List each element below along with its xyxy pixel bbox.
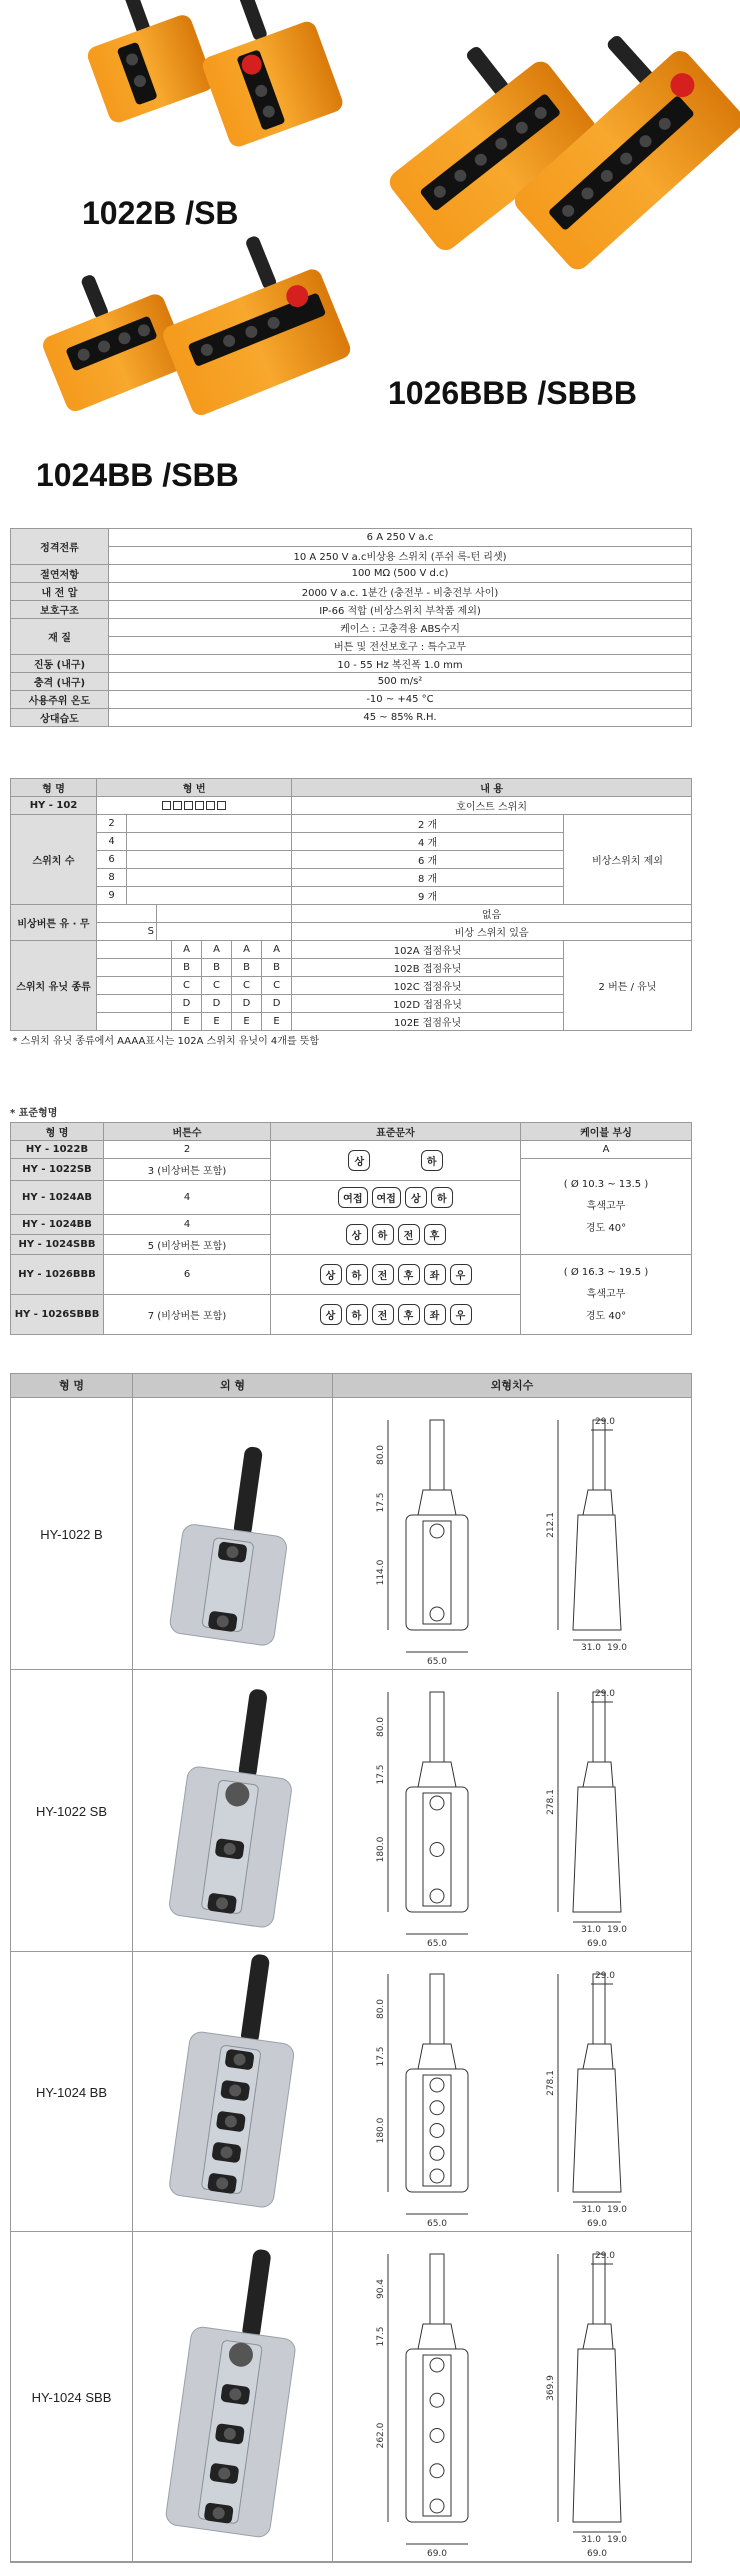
dimensions-table bbox=[10, 1373, 692, 2563]
cable-hardness: 경도 40° bbox=[585, 1222, 627, 1234]
dim-drawing-cell bbox=[333, 1952, 691, 2232]
unit-code: C bbox=[262, 977, 292, 995]
unit-content: 102C 접점유닛 bbox=[292, 977, 564, 995]
std-chars bbox=[271, 1181, 521, 1215]
dim-value: 80.0 bbox=[376, 1444, 386, 1466]
spec-value: 케이스 : 고충격용 ABS수지 bbox=[109, 619, 692, 637]
char-button: 상 bbox=[348, 1150, 370, 1171]
spec-value: 10 A 250 V a.c비상용 스위치 (푸쉬 록-턴 리셋) bbox=[109, 547, 692, 565]
switch-label: 스위치 수 bbox=[11, 815, 97, 905]
header-code: 형 번 bbox=[97, 779, 292, 797]
char-button: 상 bbox=[320, 1264, 342, 1285]
switch-content: 8 개 bbox=[292, 869, 564, 887]
dim-value: 180.0 bbox=[376, 1836, 386, 1863]
char-button: 우 bbox=[450, 1264, 472, 1285]
dim-value: 29.0 bbox=[594, 1417, 616, 1427]
pendant-photo bbox=[133, 1952, 333, 2232]
dim-value: 69.0 bbox=[586, 2219, 608, 2229]
spec-value: 100 MΩ (500 V d.c) bbox=[109, 565, 692, 583]
unit-code: B bbox=[232, 959, 262, 977]
std-header-cable: 케이블 부싱 bbox=[521, 1123, 692, 1141]
dim-header-outline: 외 형 bbox=[133, 1374, 333, 1398]
dim-value: 69.0 bbox=[586, 2549, 608, 2559]
unit-code: C bbox=[202, 977, 232, 995]
char-button: 상 bbox=[346, 1224, 368, 1245]
switch-code: 9 bbox=[97, 887, 127, 905]
std-model: HY - 1024SBB bbox=[11, 1235, 104, 1255]
dim-value: 17.5 bbox=[376, 1492, 386, 1513]
spec-label: 사용주위 온도 bbox=[11, 691, 109, 709]
pendant-1024sbb bbox=[141, 218, 354, 418]
unit-note: 2 버튼 / 유닛 bbox=[564, 941, 692, 1031]
std-chars bbox=[271, 1141, 521, 1181]
std-buttons: 4 bbox=[104, 1181, 271, 1215]
spec-value: -10 ~ +45 °C bbox=[109, 691, 692, 709]
unit-code: A bbox=[232, 941, 262, 959]
char-button: 하 bbox=[421, 1150, 443, 1171]
dim-header-model: 형 명 bbox=[11, 1374, 133, 1398]
dim-value: 19.0 bbox=[606, 2535, 628, 2545]
std-buttons: 2 bbox=[104, 1141, 271, 1159]
unit-code: E bbox=[202, 1013, 232, 1031]
char-button: 하 bbox=[346, 1264, 368, 1285]
dim-value: 29.0 bbox=[594, 1971, 616, 1981]
char-button: 하 bbox=[431, 1187, 453, 1208]
dim-value: 80.0 bbox=[376, 1716, 386, 1738]
std-buttons: 6 bbox=[104, 1255, 271, 1295]
std-chars bbox=[271, 1255, 521, 1295]
std-header-chars: 표준문자 bbox=[271, 1123, 521, 1141]
dim-header-dims: 외형치수 bbox=[333, 1374, 691, 1398]
unit-content: 102A 접점유닛 bbox=[292, 941, 564, 959]
dim-row bbox=[11, 2232, 691, 2562]
cable-material: 흑색고무 bbox=[586, 1200, 626, 1212]
dim-value: 31.0 bbox=[580, 2535, 602, 2545]
dim-value: 80.0 bbox=[376, 1998, 386, 2020]
switch-content: 4 개 bbox=[292, 833, 564, 851]
char-button: 하 bbox=[372, 1224, 394, 1245]
emergency-code: S bbox=[97, 923, 157, 941]
pendant-photo bbox=[133, 1670, 333, 1952]
std-chars bbox=[271, 1295, 521, 1335]
unit-code: A bbox=[172, 941, 202, 959]
unit-code: E bbox=[232, 1013, 262, 1031]
std-model: HY - 1024AB bbox=[11, 1181, 104, 1215]
unit-code: D bbox=[262, 995, 292, 1013]
unit-label: 스위치 유닛 종류 bbox=[11, 941, 97, 1031]
dim-value: 69.0 bbox=[426, 2549, 448, 2559]
switch-content: 2 개 bbox=[292, 815, 564, 833]
switch-code: 4 bbox=[97, 833, 127, 851]
unit-code: D bbox=[172, 995, 202, 1013]
dim-model: HY-1022 SB bbox=[11, 1670, 133, 1952]
dim-value: 69.0 bbox=[586, 1939, 608, 1949]
spec-value: 2000 V a.c. 1분간 (충전부 - 비충전부 사이) bbox=[109, 583, 692, 601]
pendant-1022b bbox=[70, 0, 216, 125]
std-model: HY - 1022B bbox=[11, 1141, 104, 1159]
dim-value: 90.4 bbox=[376, 2278, 386, 2300]
ordering-table bbox=[10, 778, 692, 1049]
std-buttons: 4 bbox=[104, 1215, 271, 1235]
header-content: 내 용 bbox=[292, 779, 692, 797]
dim-drawing-cell bbox=[333, 1670, 691, 1952]
dim-photo-cell bbox=[133, 1952, 333, 2232]
spec-value: IP-66 적합 (비상스위치 부착품 제외) bbox=[109, 601, 692, 619]
dimension-drawing bbox=[333, 2232, 691, 2562]
spec-value: 6 A 250 V a.c bbox=[109, 529, 692, 547]
char-button: 전 bbox=[372, 1304, 394, 1325]
dim-value: 31.0 bbox=[580, 1643, 602, 1653]
char-button: 좌 bbox=[424, 1304, 446, 1325]
cable-spec-a bbox=[521, 1159, 692, 1255]
unit-code: A bbox=[202, 941, 232, 959]
dim-value: 65.0 bbox=[426, 1657, 448, 1667]
unit-code: B bbox=[262, 959, 292, 977]
dim-value: 278.1 bbox=[546, 1789, 556, 1815]
spec-label: 진동 (내구) bbox=[11, 655, 109, 673]
std-chars bbox=[271, 1215, 521, 1255]
std-buttons: 3 (비상버튼 포함) bbox=[104, 1159, 271, 1181]
dim-model: HY-1022 B bbox=[11, 1398, 133, 1670]
spec-label: 상대습도 bbox=[11, 709, 109, 727]
char-button: 우 bbox=[450, 1304, 472, 1325]
spec-label: 정격전류 bbox=[11, 529, 109, 565]
dim-value: 17.5 bbox=[376, 2326, 386, 2347]
dimension-drawing bbox=[333, 1952, 691, 2232]
char-button: 후 bbox=[424, 1224, 446, 1245]
unit-code: B bbox=[172, 959, 202, 977]
unit-code: A bbox=[262, 941, 292, 959]
dim-value: 278.1 bbox=[546, 2070, 556, 2096]
dim-row bbox=[11, 1952, 691, 2232]
header-model: 형 명 bbox=[11, 779, 97, 797]
spec-label: 절연저항 bbox=[11, 565, 109, 583]
std-header-model: 형 명 bbox=[11, 1123, 104, 1141]
char-button: 하 bbox=[346, 1304, 368, 1325]
dim-row bbox=[11, 1670, 691, 1952]
spec-label: 충격 (내구) bbox=[11, 673, 109, 691]
spec-label: 내 전 압 bbox=[11, 583, 109, 601]
dim-drawing-cell bbox=[333, 2232, 691, 2562]
unit-content: 102D 접점유닛 bbox=[292, 995, 564, 1013]
dim-value: 369.9 bbox=[546, 2375, 556, 2401]
char-button: 좌 bbox=[424, 1264, 446, 1285]
cable-hardness: 경도 40° bbox=[585, 1310, 627, 1322]
cable-size: ( Ø 10.3 ~ 13.5 ) bbox=[563, 1178, 649, 1190]
dim-drawing-cell bbox=[333, 1398, 691, 1670]
unit-content: 102B 접점유닛 bbox=[292, 959, 564, 977]
std-model: HY - 1026SBBB bbox=[11, 1295, 104, 1335]
pendant-photo bbox=[133, 1398, 333, 1670]
cable-material: 흑색고무 bbox=[586, 1288, 626, 1300]
dimension-drawing bbox=[333, 1398, 691, 1670]
unit-code: C bbox=[172, 977, 202, 995]
dim-model: HY-1024 BB bbox=[11, 1952, 133, 2232]
standard-table bbox=[10, 1122, 692, 1335]
std-header-buttons: 버튼수 bbox=[104, 1123, 271, 1141]
dim-value: 262.0 bbox=[376, 2422, 386, 2449]
spec-value: 버튼 및 전선보호구 : 특수고무 bbox=[109, 637, 692, 655]
dim-value: 212.1 bbox=[546, 1512, 556, 1538]
dim-value: 31.0 bbox=[580, 2205, 602, 2215]
switch-code: 6 bbox=[97, 851, 127, 869]
dim-value: 65.0 bbox=[426, 2219, 448, 2229]
std-buttons: 5 (비상버튼 포함) bbox=[104, 1235, 271, 1255]
emergency-content: 없음 bbox=[292, 905, 692, 923]
cable-size: ( Ø 16.3 ~ 19.5 ) bbox=[563, 1266, 649, 1278]
pendant-1022sb bbox=[183, 0, 345, 149]
dim-photo-cell bbox=[133, 2232, 333, 2562]
char-button: 후 bbox=[398, 1304, 420, 1325]
std-model: HY - 1026BBB bbox=[11, 1255, 104, 1295]
unit-code: D bbox=[202, 995, 232, 1013]
char-button: 여접 bbox=[372, 1187, 401, 1208]
dimension-drawing bbox=[333, 1670, 691, 1952]
dim-value: 19.0 bbox=[606, 2205, 628, 2215]
label-1022: 1022B /SB bbox=[82, 195, 239, 231]
pendant-photos bbox=[0, 0, 740, 520]
unit-code: C bbox=[232, 977, 262, 995]
cable-spec-b bbox=[521, 1255, 692, 1335]
dim-value: 19.0 bbox=[606, 1925, 628, 1935]
std-model: HY - 1024BB bbox=[11, 1215, 104, 1235]
spec-value: 45 ~ 85% R.H. bbox=[109, 709, 692, 727]
unit-code: D bbox=[232, 995, 262, 1013]
switch-note: 비상스위치 제외 bbox=[564, 815, 692, 905]
dim-value: 17.5 bbox=[376, 1764, 386, 1785]
switch-content: 6 개 bbox=[292, 851, 564, 869]
ordering-footnote: * 스위치 유닛 종류에서 AAAA표시는 102A 스위치 유닛이 4개를 뜻함 bbox=[12, 1036, 320, 1048]
spec-table bbox=[10, 528, 692, 727]
char-button: 후 bbox=[398, 1264, 420, 1285]
switch-code: 2 bbox=[97, 815, 127, 833]
unit-code: B bbox=[202, 959, 232, 977]
base-model: HY - 102 bbox=[11, 797, 97, 815]
switch-content: 9 개 bbox=[292, 887, 564, 905]
unit-content: 102E 접점유닛 bbox=[292, 1013, 564, 1031]
char-button: 전 bbox=[398, 1224, 420, 1245]
emergency-content: 비상 스위치 있음 bbox=[292, 923, 692, 941]
pendant-photo bbox=[133, 2232, 333, 2562]
unit-code: E bbox=[172, 1013, 202, 1031]
label-1024: 1024BB /SBB bbox=[36, 457, 239, 493]
dim-photo-cell bbox=[133, 1670, 333, 1952]
spec-value: 10 - 55 Hz 복진폭 1.0 mm bbox=[109, 655, 692, 673]
unit-code: E bbox=[262, 1013, 292, 1031]
dim-model: HY-1024 SBB bbox=[11, 2232, 133, 2562]
dim-value: 17.5 bbox=[376, 2046, 386, 2067]
dim-value: 29.0 bbox=[594, 1689, 616, 1699]
dim-value: 19.0 bbox=[606, 1643, 628, 1653]
std-buttons: 7 (비상버튼 포함) bbox=[104, 1295, 271, 1335]
std-model: HY - 1022SB bbox=[11, 1159, 104, 1181]
char-button: 상 bbox=[405, 1187, 427, 1208]
char-button: 전 bbox=[372, 1264, 394, 1285]
hero-section bbox=[0, 0, 740, 520]
code-boxes bbox=[97, 797, 292, 815]
dim-row bbox=[11, 1398, 691, 1670]
emergency-code bbox=[97, 905, 157, 923]
emergency-label: 비상버튼 유 · 무 bbox=[11, 905, 97, 941]
label-1026: 1026BBB /SBBB bbox=[388, 375, 637, 411]
base-content: 호이스트 스위치 bbox=[292, 797, 692, 815]
dim-value: 31.0 bbox=[580, 1925, 602, 1935]
char-button: 상 bbox=[320, 1304, 342, 1325]
standard-title: * 표준형명 bbox=[10, 1108, 58, 1119]
char-button: 여접 bbox=[338, 1187, 367, 1208]
dim-value: 180.0 bbox=[376, 2117, 386, 2144]
spec-label: 보호구조 bbox=[11, 601, 109, 619]
spec-label: 재 질 bbox=[11, 619, 109, 655]
spec-value: 500 m/s² bbox=[109, 673, 692, 691]
dim-value: 114.0 bbox=[376, 1559, 386, 1586]
switch-code: 8 bbox=[97, 869, 127, 887]
dim-photo-cell bbox=[133, 1398, 333, 1670]
cable-type: A bbox=[521, 1141, 692, 1159]
dim-value: 65.0 bbox=[426, 1939, 448, 1949]
dim-value: 29.0 bbox=[594, 2251, 616, 2261]
